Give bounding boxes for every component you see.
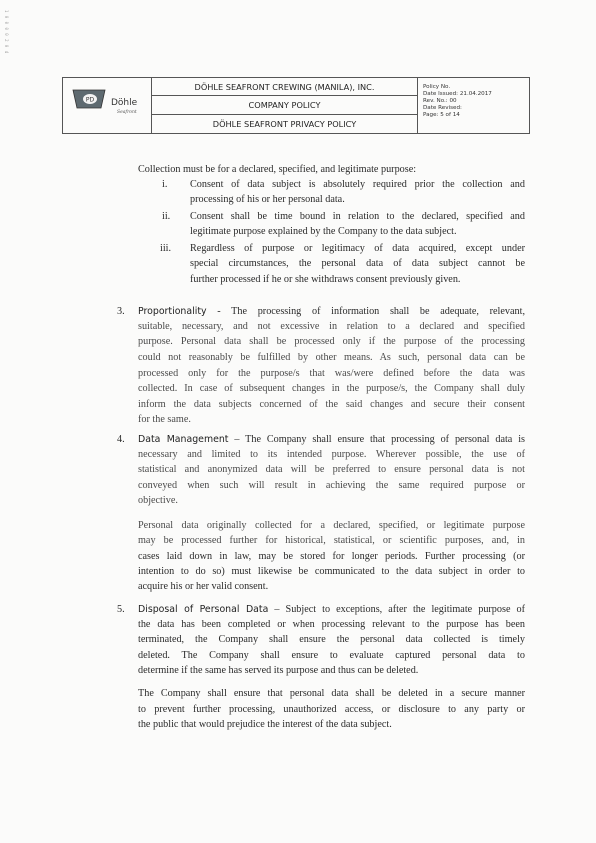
section-title: Data Management bbox=[138, 434, 229, 445]
section-number: 5. bbox=[117, 604, 125, 615]
body-line: terminated, the Company shall ensure the personal data collected is timely bbox=[138, 634, 525, 645]
body-line: could not reasonably be fulfilled by other means. As such, personal data can be bbox=[138, 352, 525, 363]
policy-name: DÖHLE SEAFRONT PRIVACY POLICY bbox=[152, 115, 418, 133]
section-separator: – bbox=[228, 434, 246, 445]
rev-no: Rev. No.: 00 bbox=[423, 98, 457, 104]
body-line: The Company shall ensure that personal data shall be deleted in a secure manner bbox=[138, 688, 525, 699]
sub-item-line: processing of his or her personal data. bbox=[190, 194, 345, 205]
body-line: Personal data originally collected for a declared, specified, or legitimate purpose bbox=[138, 520, 525, 531]
body-line: for the same. bbox=[138, 414, 191, 425]
sub-item-line: legitimate purpose explained by the Company to the data subject. bbox=[190, 226, 457, 237]
intro-line: Collection must be for a declared, specified, and legitimate purpose: bbox=[138, 164, 417, 175]
logo-name: Döhle bbox=[111, 98, 138, 108]
section-first-line bbox=[138, 304, 525, 319]
body-line: statistical and anonymized data will be preferred to ensure personal data is not bbox=[138, 464, 525, 475]
body-line: cases laid down in law, may be stored for longer periods. Further processing (or bbox=[138, 551, 525, 562]
policy-no: Policy No. bbox=[423, 84, 451, 90]
body-line: objective. bbox=[138, 495, 178, 506]
sub-item-line: Consent shall be time bound in relation to the declared, specified and bbox=[190, 211, 525, 222]
document-header bbox=[62, 77, 530, 134]
section-first-text: The processing of information shall be adequate, relevant, bbox=[231, 306, 525, 317]
section-separator: - bbox=[206, 306, 232, 317]
section-separator: – bbox=[268, 604, 286, 615]
body-line: suitable, necessary, and not excessive in relation to a declared and specified bbox=[138, 321, 525, 332]
body-line: the public that would prejudice the interest of the data subject. bbox=[138, 719, 392, 730]
body-line: to prevent further processing, unauthorized access, or disclosure to any party or bbox=[138, 704, 525, 715]
sub-item-line: further processed if he or she withdraws consent previously given. bbox=[190, 274, 461, 285]
body-line: processed only for the purpose/s that was/were defined before the data was bbox=[138, 368, 525, 379]
sub-item-line: Regardless of purpose or legitimacy of data acquired, except under bbox=[190, 243, 525, 254]
body-line: may be processed further for historical, statistical, or scientific purposes, and, in bbox=[138, 535, 525, 546]
section-title: Proportionality bbox=[138, 306, 207, 317]
company-name: DÖHLE SEAFRONT CREWING (MANILA), INC. bbox=[152, 78, 418, 96]
section-first-line bbox=[138, 432, 525, 447]
section-number: 3. bbox=[117, 306, 125, 317]
body-line: conveyed when such will result in achieving the same required purpose or bbox=[138, 480, 525, 491]
flag-logo-icon bbox=[71, 86, 109, 112]
side-margin-mark: 1 0 0 0 0 2 0 4 bbox=[4, 10, 9, 54]
body-line: determine if the same has served its purpose and thus can be deleted. bbox=[138, 665, 419, 676]
section-number: 4. bbox=[117, 434, 125, 445]
section-title: Disposal of Personal Data bbox=[138, 604, 269, 615]
logo-mark-text: PD bbox=[85, 96, 95, 104]
document-type: COMPANY POLICY bbox=[152, 96, 418, 114]
sub-item-number: ii. bbox=[162, 211, 171, 222]
logo-subtitle: Seafront bbox=[117, 110, 137, 115]
body-line: collected. In case of subsequent changes in the purpose/s, the Company shall duly bbox=[138, 383, 525, 394]
section-first-text: The Company shall ensure that processing of personal data is bbox=[245, 434, 525, 445]
body-line: acquire his or her valid consent. bbox=[138, 581, 269, 592]
sub-item-line: special circumstances, the personal data of data subject cannot be bbox=[190, 258, 525, 269]
body-line: necessary and limited to its intended purpose. Wherever possible, the use of bbox=[138, 449, 525, 460]
policy-info bbox=[418, 78, 529, 133]
section-first-line bbox=[138, 602, 525, 617]
date-revised: Date Revised: bbox=[423, 105, 462, 111]
sub-item-number: iii. bbox=[160, 243, 172, 254]
section-first-text: Subject to exceptions, after the legitimate purpose of bbox=[285, 604, 526, 615]
sub-item-number: i. bbox=[162, 179, 168, 190]
body-line: the data has been completed or when processing relevant to the purpose has been bbox=[138, 619, 525, 630]
body-line: intention to do so) must likewise be communicated to the data subject in order to bbox=[138, 566, 525, 577]
body-line: purpose. Personal data shall be processed only if the purpose of the processing bbox=[138, 336, 525, 347]
company-logo bbox=[63, 78, 152, 133]
date-issued: Date Issued: 21.04.2017 bbox=[423, 91, 492, 97]
page-number: Page: 5 of 14 bbox=[423, 112, 460, 118]
body-line: deleted. The Company shall ensure to evaluate captured personal data to bbox=[138, 650, 525, 661]
body-line: inform the data subjects concerned of the said changes and secure their consent bbox=[138, 399, 525, 410]
sub-item-line: Consent of data subject is absolutely required prior the collection and bbox=[190, 179, 525, 190]
